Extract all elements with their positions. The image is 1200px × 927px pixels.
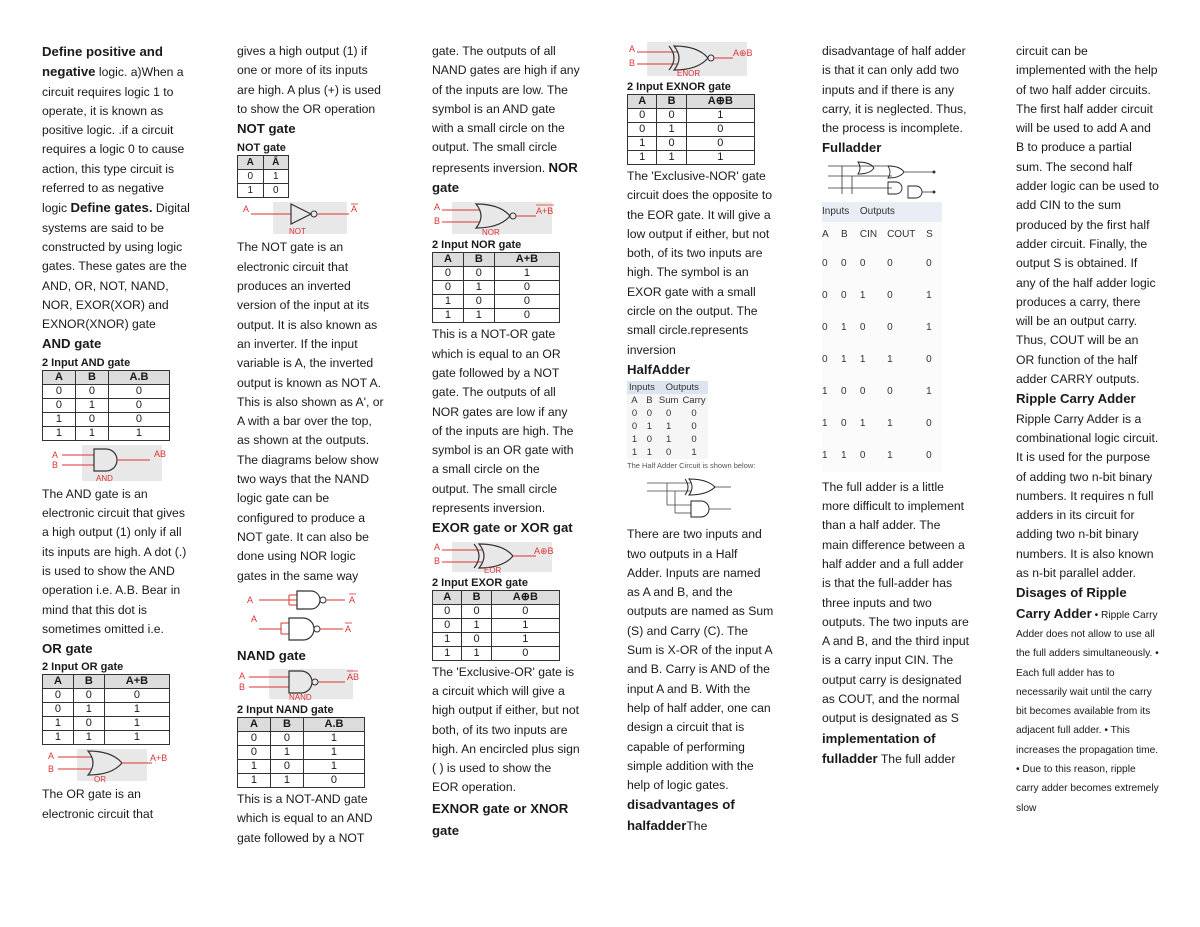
table-cell: 0 — [494, 281, 559, 295]
gate-name-label: AND — [96, 473, 113, 483]
xor-gate-symbol — [432, 540, 572, 574]
table-cell: 0 — [657, 137, 686, 151]
table-header: A.B — [303, 718, 364, 732]
heading-nand-gate: NAND gate — [237, 647, 306, 663]
heading-xnor-gate: EXNOR gate or XNOR gate — [432, 800, 569, 838]
nor-gate-symbol — [432, 200, 572, 236]
table-cell: 1 — [104, 731, 169, 745]
text-define-gates: Digital systems are said to be constructed by using logic gates. These gates are the AND, OR, NOT, NAND, NOR, EXOR(XOR) and EXNOR(XNOR) gate — [42, 201, 190, 332]
column-6 — [1016, 42, 1160, 817]
input-a-label: A — [52, 449, 59, 460]
input-a-label: A — [629, 44, 636, 54]
table-cell: 0 — [494, 295, 559, 309]
gate-name-label: NAND — [289, 693, 312, 702]
xnor-table-caption: 2 Input EXNOR gate — [627, 81, 731, 93]
input-a-label: A — [434, 202, 441, 213]
table-cell: 0 — [822, 290, 828, 302]
table-header: B — [463, 253, 494, 267]
heading-nor-gate: NOR gate — [432, 159, 578, 196]
table-cell: 1 — [840, 322, 847, 334]
xor-table-caption: 2 Input EXOR gate — [432, 576, 528, 589]
table-cell: 0 — [666, 408, 672, 420]
table-cell: 1 — [887, 354, 893, 366]
paragraph-nand-cont — [432, 42, 580, 198]
table-cell: 1 — [108, 426, 169, 440]
table-cell: 0 — [270, 760, 303, 774]
table-cell: 0 — [303, 774, 364, 788]
table-header: A⊕B — [686, 95, 754, 109]
heading-define-gates: Define gates. — [70, 200, 153, 216]
table-cell: 1 — [631, 434, 638, 446]
table-cell: 0 — [73, 689, 104, 703]
table-cell: 0 — [628, 123, 657, 137]
heading-or-gate: OR gate — [42, 641, 93, 657]
input-label: A — [251, 613, 258, 624]
table-cell: 1 — [859, 290, 866, 302]
table-header: A — [43, 370, 76, 384]
table-header: Sum — [658, 395, 679, 407]
table-cell: 1 — [822, 418, 828, 430]
ripple-carry-text: Ripple Carry Adder is a combinational logic circuit. It is used for the purpose of adding two n-bit binary numbers. It requires n full adders in its circuit for adding two n-bit binary numbers. It is also known as n-bit parallel adder. — [1016, 411, 1159, 581]
nand-truth-table — [237, 703, 365, 788]
table-cell: 0 — [43, 398, 76, 412]
column-5 — [822, 42, 970, 769]
table-cell: 0 — [840, 386, 847, 398]
table-cell: 1 — [887, 450, 893, 462]
nand-table-caption: 2 Input NAND gate — [237, 704, 334, 717]
table-header: A — [238, 718, 271, 732]
table-cell: 1 — [75, 426, 108, 440]
table-cell: 0 — [859, 386, 866, 398]
paragraph-disages — [1016, 583, 1160, 817]
table-header: A — [43, 675, 74, 689]
table-cell: 1 — [73, 731, 104, 745]
input-b-label: B — [629, 58, 636, 68]
input-b-label: B — [434, 216, 441, 227]
table-cell: 1 — [263, 170, 289, 184]
table-cell: 1 — [657, 123, 686, 137]
heading-disadvantages-half-adder: disadvantages of halfadder — [627, 797, 735, 833]
paragraph-disadvantages — [627, 795, 775, 836]
not-truth-table — [237, 141, 289, 198]
table-cell: 1 — [657, 151, 686, 165]
table-cell: 0 — [43, 689, 74, 703]
nand-as-not-diagram-2 — [237, 614, 377, 644]
table-cell: 1 — [104, 717, 169, 731]
table-header: B — [657, 95, 686, 109]
table-cell: 0 — [75, 412, 108, 426]
table-cell: 0 — [463, 295, 494, 309]
table-cell: 0 — [657, 109, 686, 123]
table-cell: 1 — [433, 309, 464, 323]
not-table-caption: NOT gate — [237, 142, 286, 155]
table-cell: 1 — [691, 447, 697, 459]
table-cell: 1 — [646, 421, 653, 433]
not-gate-description: The NOT gate is an electronic circuit that produces an inverted version of the input at its output. It is also known as an inverter. If the input variable is A, the inverted output is known as NOT A. This is also shown as A', or A with a bar over the top, as shown at the outputs. The diagrams below show two ways that the NAND logic gate can be configured to produce a NOT gate. It can also be done using NOR logic gates in the same way — [237, 240, 384, 583]
table-cell: 0 — [691, 421, 697, 433]
table-header: A — [433, 253, 464, 267]
table-cell: 0 — [43, 384, 76, 398]
table-cell: 0 — [238, 170, 264, 184]
column-4 — [627, 42, 775, 836]
nor-gate-description: This is a NOT-OR gate which is equal to an OR gate followed by a NOT gate. The outputs of all NOR gates are low if any of the inputs are high. The symbol is an OR gate with a small circle on the output. The small circle represents inversion. — [432, 327, 574, 516]
gate-name-label: NOR — [482, 228, 500, 237]
table-header: Outputs — [859, 206, 895, 218]
table-cell: 0 — [646, 434, 653, 446]
table-header: B — [75, 370, 108, 384]
table-cell: 1 — [270, 746, 303, 760]
table-cell: 1 — [666, 434, 672, 446]
table-cell: 1 — [859, 418, 866, 430]
table-header: S — [926, 229, 933, 241]
table-cell: 0 — [926, 258, 932, 270]
table-cell: 0 — [686, 123, 754, 137]
table-cell: 1 — [686, 151, 754, 165]
paragraph-or-cont — [237, 42, 385, 139]
half-adder-description: There are two inputs and two outputs in a Half Adder. Inputs are named as A and B, and the outputs are named as Sum (S) and Carry (C). The Sum is X-OR of the input A and B. Carry is AND of the input A and B. With the help of half adder, one can design a circuit that is capable of performing simple addition with the help of logic gates. — [627, 527, 774, 793]
nand-as-not-diagram-1 — [237, 588, 377, 612]
table-cell: 0 — [462, 604, 491, 618]
table-cell: 1 — [462, 646, 491, 660]
table-cell: 1 — [822, 450, 828, 462]
input-a-label: A — [243, 204, 250, 215]
and-gate-symbol — [42, 443, 182, 483]
table-cell: 1 — [859, 354, 866, 366]
table-cell: 0 — [926, 354, 932, 366]
table-header: A⊕B — [491, 590, 559, 604]
table-cell: 1 — [303, 746, 364, 760]
table-cell: 0 — [462, 632, 491, 646]
heading-full-adder: Fulladder — [822, 140, 882, 156]
table-cell: 1 — [303, 732, 364, 746]
table-cell: 0 — [646, 408, 653, 420]
table-cell: 1 — [628, 137, 657, 151]
table-cell: 1 — [43, 717, 74, 731]
table-cell: 1 — [75, 398, 108, 412]
table-cell: 0 — [822, 354, 828, 366]
xor-truth-table — [432, 576, 560, 661]
full-adder-description: The full adder is a little more difficult to implement than a half adder. The main difference between a half adder and a full adder is that the full-adder has three inputs and two outputs. The two inputs are A and B, and the third input is a carry input CIN. The output carry is designated as COUT, and the normal output is designated as S — [822, 479, 970, 726]
table-cell: 0 — [491, 646, 559, 660]
table-cell: 1 — [491, 618, 559, 632]
table-cell: 0 — [43, 703, 74, 717]
table-header: A — [822, 229, 829, 241]
heading-implementation-full-adder: implementation of fulladder — [822, 730, 936, 766]
table-header: B — [270, 718, 303, 732]
table-cell: 0 — [822, 258, 828, 270]
table-cell: 0 — [859, 258, 866, 270]
table-cell: 0 — [926, 418, 932, 430]
table-cell: 1 — [463, 309, 494, 323]
table-cell: 1 — [926, 322, 932, 334]
table-cell: 1 — [887, 418, 893, 430]
table-cell: 1 — [631, 447, 638, 459]
table-cell: 0 — [859, 450, 866, 462]
table-cell: 1 — [840, 450, 847, 462]
column-2 — [237, 42, 385, 848]
table-cell: 1 — [238, 760, 271, 774]
xnor-gate-description: The 'Exclusive-NOR' gate circuit does the opposite to the EOR gate. It will give a low output if either, but not both, of its two inputs are high. The symbol is an EXOR gate with a small circle on the output. The small circle.represents inversion — [627, 169, 772, 357]
table-header: Ā — [263, 156, 289, 170]
implementation-text: The full adder — [877, 751, 956, 766]
input-label: A — [247, 594, 254, 605]
full-adder-circuit-diagram — [822, 160, 952, 200]
table-cell: 0 — [631, 408, 638, 420]
nor-truth-table — [432, 238, 560, 323]
table-header: Outputs — [665, 382, 699, 394]
table-header: A+B — [104, 675, 169, 689]
or-gate-description: The OR gate is an electronic circuit that — [42, 787, 154, 821]
table-cell: 0 — [691, 434, 697, 446]
heading-not-gate: NOT gate — [237, 121, 296, 137]
table-cell: 0 — [433, 281, 464, 295]
disadvantages-continued-text: disadvantage of half adder is that it can only add two inputs and if there is any carry, it is neglected. Thus, the process is incomplete. — [822, 44, 967, 136]
disadvantages-text: The — [686, 818, 708, 833]
heading-half-adder: HalfAdder — [627, 361, 691, 377]
table-cell: 1 — [628, 151, 657, 165]
heading-positive-negative: Define positive and negative — [42, 44, 163, 80]
heading-and-gate: AND gate — [42, 336, 102, 352]
nand-gate-symbol — [237, 667, 377, 701]
input-b-label: B — [52, 459, 59, 470]
paragraph-positive-negative — [42, 42, 190, 334]
heading-xor-gate: EXOR gate or XOR gat — [432, 520, 573, 536]
table-cell: 0 — [75, 384, 108, 398]
table-cell: 0 — [491, 604, 559, 618]
table-cell: 0 — [238, 732, 271, 746]
table-header: Inputs — [822, 206, 850, 218]
table-cell: 0 — [108, 384, 169, 398]
and-gate-description: The AND gate is an electronic circuit that gives a high output (1) only if all its inputs are high. A dot (.) is used to show the AND operation i.e. A.B. Bear in mind that this dot is sometimes omitted i.e. — [42, 486, 187, 636]
table-cell: 0 — [926, 450, 932, 462]
input-b-label: B — [434, 555, 441, 566]
table-cell: 0 — [691, 408, 697, 420]
table-cell: 1 — [43, 731, 74, 745]
table-cell: 1 — [238, 774, 271, 788]
table-cell: 1 — [238, 184, 264, 198]
or-gate-symbol — [42, 747, 182, 783]
table-cell: 0 — [686, 137, 754, 151]
table-cell: 0 — [840, 290, 847, 302]
output-label: A⊕B — [534, 545, 554, 556]
half-adder-table — [627, 381, 708, 459]
table-header: B — [73, 675, 104, 689]
not-gate-symbol — [237, 200, 377, 236]
table-cell: 0 — [463, 267, 494, 281]
table-header: A — [238, 156, 264, 170]
table-cell: 1 — [270, 774, 303, 788]
table-cell: 0 — [840, 258, 847, 270]
input-a-label: A — [48, 751, 55, 762]
table-cell: 0 — [887, 290, 893, 302]
table-cell: 0 — [859, 322, 866, 334]
gate-name-label: OR — [94, 775, 106, 784]
table-cell: 0 — [840, 418, 847, 430]
full-adder-continued-text: circuit can be implemented with the help of two half adder circuits. The first half adder circuit will be used to add A and B to produce a partial sum. The second half adder logic can be used to add CIN to the sum produced by the first half adder circuit. Finally, the output S is obtained. If any of the half adder logic produces a carry, there will be an output carry. Thus, COUT will be an OR function of the half adder CARRY outputs. — [1016, 44, 1159, 387]
table-cell: 1 — [494, 267, 559, 281]
disages-text: • Ripple Carry Adder does not allow to use all the full adders simultaneously. • Each full adder has to necessarily wait until the carry bit becomes available from its adjacent full adder. • This increases the propagation time. • Due to this reason, ripple carry adder becomes extremely slow — [1016, 609, 1159, 814]
input-b-label: B — [48, 764, 55, 775]
table-cell: 1 — [926, 386, 932, 398]
table-cell: 1 — [666, 421, 672, 433]
table-cell: 0 — [263, 184, 289, 198]
table-header: B — [840, 229, 848, 241]
column-3 — [432, 42, 580, 842]
text-positive-negative: logic. a)When a circuit requires logic 1 to operate, it is known as positive logic. .if a circuit requires a logic 0 to cause action, this type circuit is referred to as negative logic — [42, 65, 185, 216]
output-label: A — [351, 204, 358, 215]
heading-ripple-carry-adder: Ripple Carry Adder — [1016, 391, 1136, 407]
output-label: AB — [154, 448, 167, 459]
output-label: A — [345, 623, 352, 634]
gate-name-label: EOR — [484, 565, 502, 574]
table-header: Inputs — [629, 382, 655, 394]
table-header: A+B — [494, 253, 559, 267]
output-label: A+B — [150, 753, 168, 764]
table-cell: 0 — [666, 447, 672, 459]
and-table-caption: 2 Input AND gate — [42, 356, 131, 369]
table-cell: 1 — [104, 703, 169, 717]
table-cell: 1 — [433, 632, 462, 646]
table-header: B — [462, 590, 491, 604]
column-1 — [42, 42, 190, 824]
xnor-truth-table — [627, 80, 755, 165]
table-cell: 1 — [463, 281, 494, 295]
table-cell: 0 — [628, 109, 657, 123]
table-cell: 1 — [73, 703, 104, 717]
table-cell: 0 — [822, 322, 828, 334]
table-cell: 1 — [491, 632, 559, 646]
table-cell: 0 — [433, 618, 462, 632]
table-cell: 0 — [73, 717, 104, 731]
table-cell: 0 — [104, 689, 169, 703]
input-a-label: A — [239, 671, 246, 682]
table-header: A — [433, 590, 462, 604]
table-cell: 1 — [433, 646, 462, 660]
table-cell: 0 — [238, 746, 271, 760]
gate-name-label: ENOR — [677, 69, 701, 78]
table-cell: 1 — [926, 290, 932, 302]
table-cell: 1 — [303, 760, 364, 774]
or-continued-text: gives a high output (1) if one or more of its inputs are high. A plus (+) is used to show the OR operation — [237, 44, 381, 116]
table-cell: 0 — [887, 258, 893, 270]
gate-name-label: NOT — [289, 227, 306, 237]
table-cell: 0 — [887, 386, 893, 398]
table-cell: 0 — [270, 732, 303, 746]
nand-continued-text: gate. The outputs of all NAND gates are high if any of the inputs are low. The symbol is an AND gate with a small circle on the output. The small circle represents inversion. — [432, 44, 580, 175]
table-cell: 1 — [43, 426, 76, 440]
output-label: A+B — [536, 206, 554, 217]
table-cell: 0 — [433, 267, 464, 281]
table-header: A.B — [108, 370, 169, 384]
nand-gate-description: This is a NOT-AND gate which is equal to an AND gate followed by a NOT — [237, 792, 373, 845]
xor-gate-description: The 'Exclusive-OR' gate is a circuit which will give a high output if either, but not both, of its two inputs are high. An encircled plus sign ( ) is used to show the EOR operation. — [432, 664, 580, 795]
table-cell: 0 — [108, 398, 169, 412]
table-header: Carry — [682, 395, 706, 407]
nor-table-caption: 2 Input NOR gate — [432, 239, 522, 252]
table-cell: 1 — [433, 295, 464, 309]
full-adder-truth-table — [822, 202, 942, 472]
or-table-caption: 2 Input OR gate — [42, 661, 124, 674]
paragraph-full-adder-cont — [1016, 42, 1160, 583]
table-cell: 0 — [108, 412, 169, 426]
output-label: AB — [347, 672, 360, 683]
and-truth-table — [42, 356, 170, 441]
paragraph-implementation — [822, 729, 970, 770]
half-adder-caption: The Half Adder Circuit is shown below: — [627, 461, 756, 471]
heading-disages-ripple: Disages of Ripple Carry Adder — [1016, 585, 1127, 621]
table-cell: 1 — [646, 447, 653, 459]
table-header: B — [646, 395, 653, 407]
table-cell: 0 — [887, 322, 893, 334]
table-cell: 1 — [822, 386, 828, 398]
output-label: A — [349, 594, 356, 605]
table-cell: 1 — [840, 354, 847, 366]
table-cell: 0 — [433, 604, 462, 618]
table-header: CIN — [859, 229, 878, 241]
table-header: COUT — [887, 229, 916, 241]
output-label: A⊕B — [733, 48, 753, 58]
table-cell: 1 — [462, 618, 491, 632]
or-truth-table — [42, 660, 170, 745]
input-a-label: A — [434, 541, 441, 552]
table-header: A — [631, 395, 638, 407]
table-header: A — [628, 95, 657, 109]
table-cell: 0 — [494, 309, 559, 323]
table-cell: 1 — [43, 412, 76, 426]
table-cell: 0 — [631, 421, 638, 433]
half-adder-circuit-diagram — [627, 473, 767, 523]
xnor-gate-symbol — [627, 42, 767, 78]
input-b-label: B — [239, 682, 246, 693]
table-cell: 1 — [686, 109, 754, 123]
